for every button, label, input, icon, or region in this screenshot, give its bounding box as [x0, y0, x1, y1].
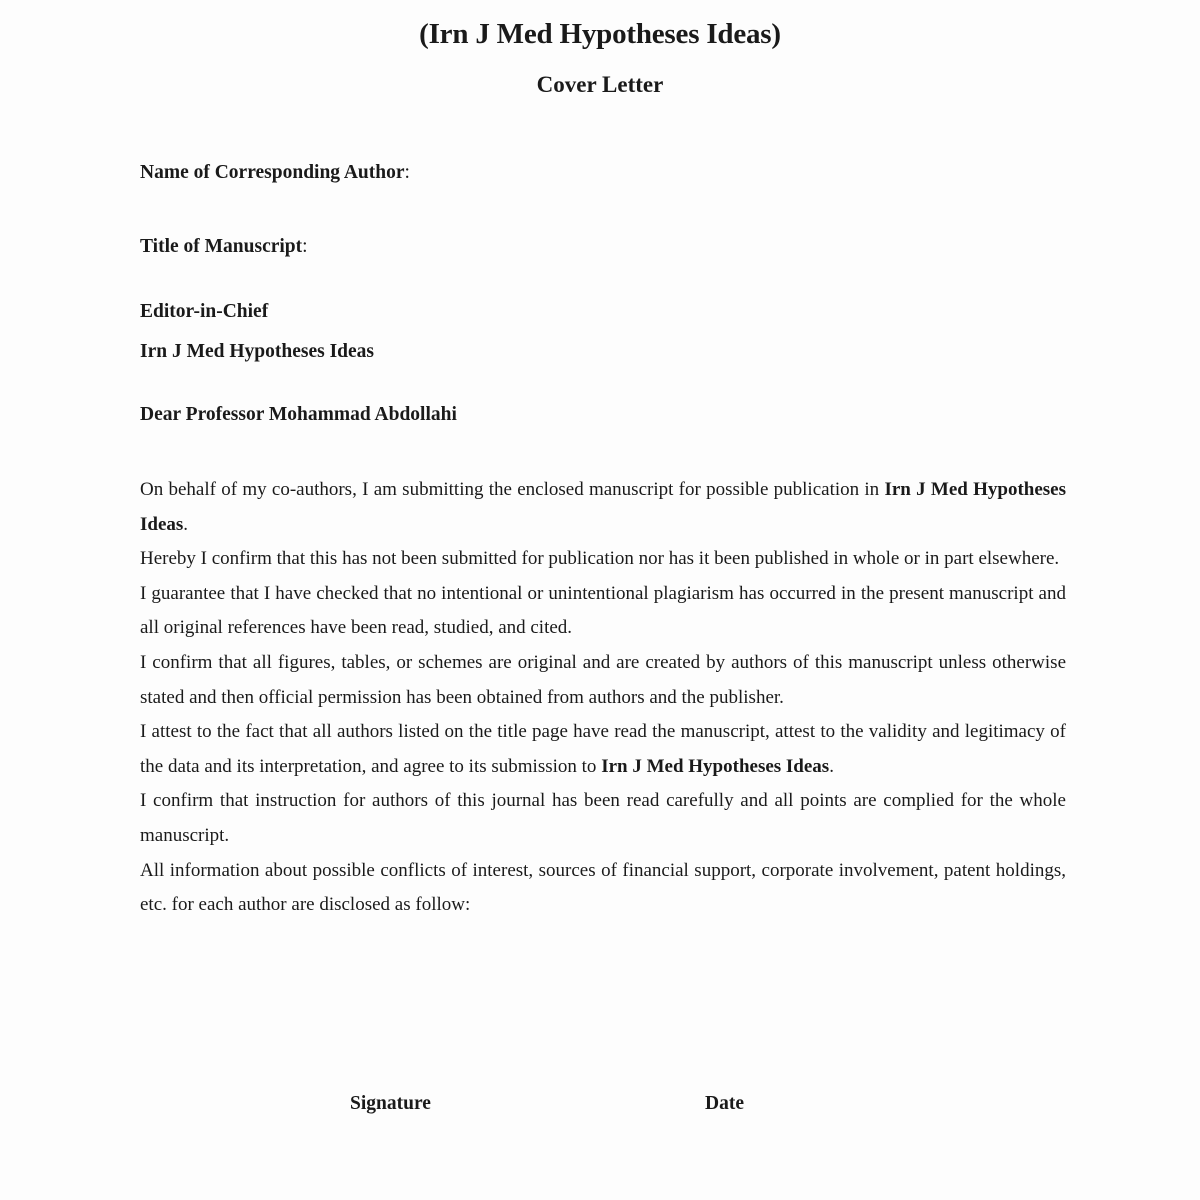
field-label-manuscript-title: Title of Manuscript — [140, 235, 303, 257]
field-colon-manuscript-title: : — [302, 235, 308, 257]
body-paragraph-4: I confirm that all figures, tables, or schemes are original and are created by authors of this manuscript unless otherwise stated and then official permission has been obtained from authors and the publisher. — [140, 651, 1066, 708]
editor-address-block — [140, 302, 1070, 361]
body-p5-text-after: . — [829, 755, 834, 777]
field-colon-corresponding-author: : — [404, 162, 410, 183]
body-paragraph-5 — [140, 715, 1066, 784]
page-title: (Irn J Med Hypotheses Ideas) — [419, 18, 781, 50]
editor-journal-name: Irn J Med Hypotheses Ideas — [140, 340, 375, 362]
body-p1-text-before: On behalf of my co-authors, I am submitting the enclosed manuscript for possible publication in — [140, 479, 885, 500]
editor-role: Editor-in-Chief — [140, 301, 269, 322]
body-p5-journal-name: Irn J Med Hypotheses Ideas — [601, 755, 830, 777]
body-paragraph-6: I confirm that instruction for authors of this journal has been read carefully and all points are complied for the whole manuscript. — [140, 790, 1066, 846]
signature-row — [0, 1094, 1200, 1124]
document-header — [0, 18, 1200, 98]
field-label-corresponding-author: Name of Corresponding Author — [140, 162, 405, 183]
body-paragraph-7: All information about possible conflicts of interest, sources of financial support, corporate involvement, patent holdings, etc. for each author are disclosed as follow: — [140, 859, 1066, 916]
body-p1-text-after: . — [183, 513, 189, 535]
page-subtitle: Cover Letter — [536, 72, 664, 98]
body-p1-journal-name: Irn J Med Hypotheses Ideas — [140, 479, 1066, 535]
letter-body — [140, 473, 1066, 923]
body-paragraph-2: Hereby I confirm that this has not been submitted for publication nor has it been published in whole or in part elsewhere. — [140, 548, 1060, 570]
field-corresponding-author — [140, 163, 1070, 183]
body-paragraph-3: I guarantee that I have checked that no intentional or unintentional plagiarism has occurred in the present manuscript and all original references have been read, studied, and cited. — [140, 582, 1066, 639]
body-p5-text-before: I attest to the fact that all authors listed on the title page have read the manuscript, attest to the validity and legitimacy of the data and its interpretation, and agree to its submission to — [140, 721, 1066, 777]
body-paragraph-1 — [140, 473, 1066, 542]
field-manuscript-title — [140, 237, 1070, 257]
date-label: Date — [705, 1093, 744, 1114]
signature-label: Signature — [350, 1093, 431, 1114]
salutation: Dear Professor Mohammad Abdollahi — [140, 404, 457, 425]
author-fields — [140, 163, 1070, 256]
